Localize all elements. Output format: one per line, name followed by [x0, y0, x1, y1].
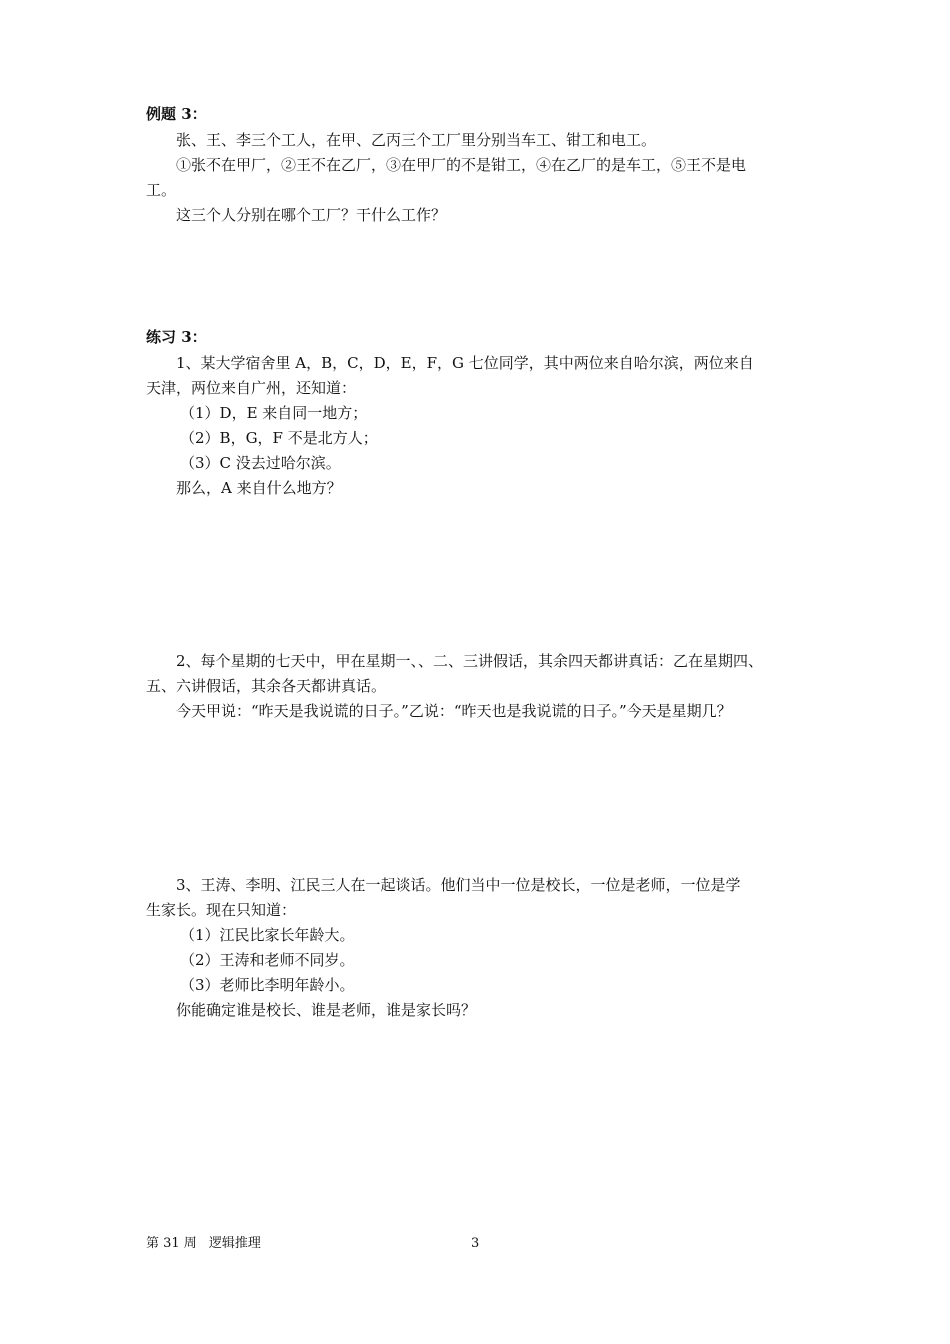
q1-line2: 天津，两位来自广州，还知道：	[146, 379, 357, 397]
page-number: 3	[471, 1236, 480, 1251]
q3-condition-1: （1）江民比家长年龄大。	[180, 926, 355, 944]
q3-line1: 3、王涛、李明、江民三人在一起谈话。他们当中一位是校长，一位是老师，一位是学	[176, 876, 741, 894]
example-conditions: ①张不在甲厂，②王不在乙厂，③在甲厂的不是钳工，④在乙厂的是车工，⑤王不是电	[176, 156, 747, 174]
q3-question: 你能确定谁是校长、谁是老师，谁是家长吗？	[176, 1001, 477, 1019]
q2-line3: 今天甲说：“昨天是我说谎的日子。”乙说：“昨天也是我说谎的日子。”今天是星期几？	[176, 702, 732, 720]
example-heading: 例题 3：	[146, 105, 207, 123]
q3-condition-3: （3）老师比李明年龄小。	[180, 976, 355, 994]
q2-line2: 五、六讲假话，其余各天都讲真话。	[146, 677, 387, 695]
q1-condition-3: （3）C 没去过哈尔滨。	[180, 454, 341, 472]
footer-info	[146, 1235, 261, 1253]
q3-line2: 生家长。现在只知道：	[146, 901, 297, 919]
example-question: 这三个人分别在哪个工厂？干什么工作？	[176, 206, 447, 224]
example-conditions-continued: 工。	[146, 181, 177, 199]
footer-topic: 逻辑推理	[208, 1236, 261, 1251]
q1-condition-1: （1）D，E 来自同一地方；	[180, 404, 368, 422]
q3-condition-2: （2）王涛和老师不同岁。	[180, 951, 355, 969]
example-statement: 张、王、李三个工人，在甲、乙丙三个工厂里分别当车工、钳工和电工。	[176, 131, 657, 149]
q2-line1: 2、每个星期的七天中，甲在星期一、、二、三讲假话，其余四天都讲真话：乙在星期四、	[176, 652, 764, 670]
q1-line1: 1、某大学宿舍里 A，B，C，D，E，F，G 七位同学，其中两位来自哈尔滨，两位来自	[176, 354, 754, 372]
footer-week: 第 31 周	[146, 1236, 197, 1251]
q1-condition-2: （2）B，G，F 不是北方人；	[180, 429, 378, 447]
q1-question: 那么，A 来自什么地方？	[176, 479, 342, 497]
exercise-heading: 练习 3：	[146, 328, 207, 346]
